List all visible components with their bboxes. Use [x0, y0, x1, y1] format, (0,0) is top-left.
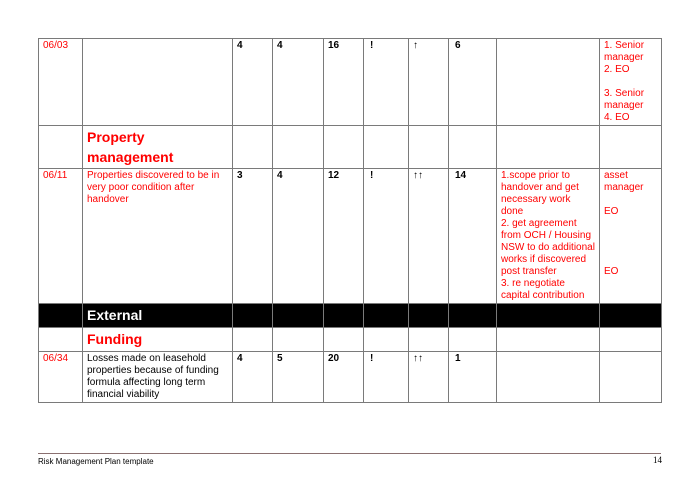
- table-row: [39, 169, 662, 304]
- table-row: [39, 352, 662, 403]
- responsible-line: EO: [604, 206, 619, 217]
- risk-id: 06/03: [39, 39, 83, 126]
- responsible-line: EO: [604, 266, 619, 277]
- consequence: 5: [273, 352, 324, 403]
- empty-cell: [324, 328, 364, 352]
- alert-icon: !: [364, 39, 409, 126]
- empty-cell: [39, 328, 83, 352]
- spacer: [604, 194, 657, 206]
- alert-icon: !: [364, 169, 409, 304]
- mitigation-actions: [497, 169, 600, 304]
- responsible: [600, 39, 662, 126]
- likelihood: 4: [233, 352, 273, 403]
- empty-cell: [600, 304, 662, 328]
- risk-rank: 14: [449, 169, 497, 304]
- section-title: Property management: [83, 126, 233, 169]
- trend-up-icon: ↑: [409, 39, 449, 126]
- risk-description: [83, 39, 233, 126]
- empty-cell: [600, 126, 662, 169]
- page-footer: [38, 453, 662, 466]
- empty-cell: [233, 126, 273, 169]
- document-title: Risk Management Plan template: [38, 457, 154, 466]
- risk-score: 16: [324, 39, 364, 126]
- responsible: [600, 169, 662, 304]
- empty-cell: [39, 304, 83, 328]
- empty-cell: [273, 304, 324, 328]
- mitigation-actions: [497, 352, 600, 403]
- risk-score: 12: [324, 169, 364, 304]
- trend-double-up-icon: ↑↑: [409, 169, 449, 304]
- category-row: [39, 304, 662, 328]
- responsible-line: asset manager: [604, 170, 644, 193]
- empty-cell: [600, 328, 662, 352]
- responsible-line: 3. Senior manager: [604, 88, 645, 111]
- risk-id: 06/11: [39, 169, 83, 304]
- action-item: 3. re negotiate capital contribution: [501, 278, 585, 301]
- empty-cell: [449, 304, 497, 328]
- mitigation-actions: [497, 39, 600, 126]
- empty-cell: [364, 126, 409, 169]
- empty-cell: [497, 126, 600, 169]
- trend-double-up-icon: ↑↑: [409, 352, 449, 403]
- spacer: [604, 76, 657, 88]
- risk-id: 06/34: [39, 352, 83, 403]
- action-item: 2. get agreement from OCH / Housing NSW to do additional works if discovered post transfer: [501, 218, 595, 277]
- action-item: 1.scope prior to handover and get necessary work done: [501, 170, 579, 217]
- empty-cell: [324, 304, 364, 328]
- table-row: [39, 39, 662, 126]
- risk-description: Losses made on leasehold properties because of funding formula affecting long term financial viability: [83, 352, 233, 403]
- empty-cell: [233, 304, 273, 328]
- empty-cell: [273, 126, 324, 169]
- empty-cell: [364, 304, 409, 328]
- likelihood: 3: [233, 169, 273, 304]
- likelihood: 4: [233, 39, 273, 126]
- section-title: Funding: [83, 328, 233, 352]
- empty-cell: [497, 304, 600, 328]
- empty-cell: [273, 328, 324, 352]
- empty-cell: [39, 126, 83, 169]
- risk-rank: 1: [449, 352, 497, 403]
- empty-cell: [324, 126, 364, 169]
- consequence: 4: [273, 39, 324, 126]
- empty-cell: [449, 328, 497, 352]
- empty-cell: [409, 304, 449, 328]
- empty-cell: [449, 126, 497, 169]
- responsible-line: 2. EO: [604, 64, 630, 75]
- empty-cell: [409, 328, 449, 352]
- section-row: [39, 328, 662, 352]
- empty-cell: [233, 328, 273, 352]
- empty-cell: [364, 328, 409, 352]
- section-row: [39, 126, 662, 169]
- risk-register-table: [38, 38, 662, 403]
- category-title: External: [83, 304, 233, 328]
- alert-icon: !: [364, 352, 409, 403]
- empty-cell: [497, 328, 600, 352]
- risk-rank: 6: [449, 39, 497, 126]
- page-number: 14: [653, 455, 662, 465]
- risk-description: Properties discovered to be in very poor condition after handover: [83, 169, 233, 304]
- empty-cell: [409, 126, 449, 169]
- consequence: 4: [273, 169, 324, 304]
- spacer: [604, 218, 657, 266]
- responsible: [600, 352, 662, 403]
- risk-score: 20: [324, 352, 364, 403]
- responsible-line: 1. Senior manager: [604, 40, 645, 63]
- responsible-line: 4. EO: [604, 112, 630, 123]
